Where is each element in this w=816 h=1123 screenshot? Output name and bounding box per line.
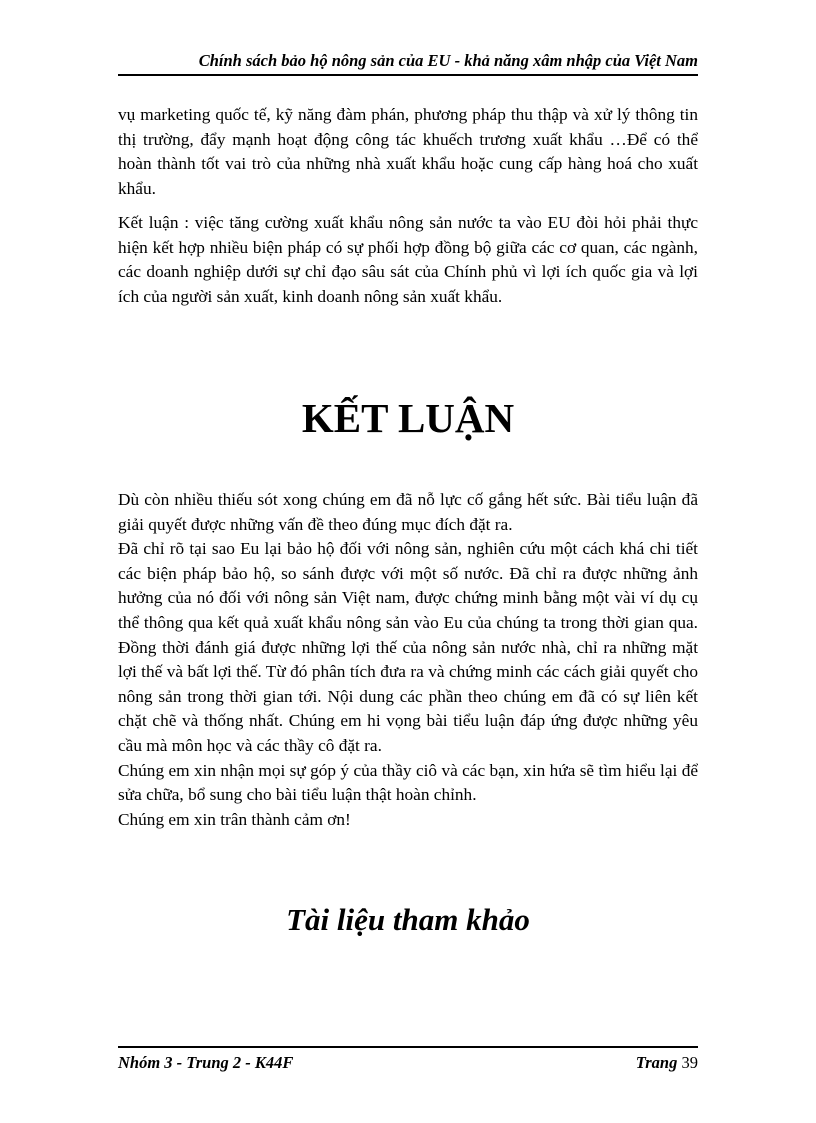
conclusion-heading: KẾT LUẬN bbox=[301, 395, 515, 441]
body-paragraph-2 bbox=[118, 211, 698, 309]
footer-page bbox=[560, 1052, 698, 1074]
conclusion-paragraph-3: Chúng em xin nhận mọi sự góp ý của thầy ciô và các bạn, xin hứa sẽ tìm hiểu lại để sửa chữa, bổ sung cho bài tiểu luận thật hoàn chỉnh. bbox=[118, 760, 698, 805]
conclusion-paragraph-4: Chúng em xin trân thành cảm ơn! bbox=[118, 809, 351, 829]
header-divider bbox=[118, 74, 698, 76]
page-number: 39 bbox=[681, 1053, 698, 1072]
conclusion-body bbox=[118, 488, 698, 832]
running-header: Chính sách bảo hộ nông sản của EU - khả năng xâm nhập của Việt Nam bbox=[198, 51, 698, 70]
conclusion-paragraph-1: Dù còn nhiều thiếu sót xong chúng em đã nỗ lực cố gắng hết sức. Bài tiểu luận đã giải quyết được những vấn đề theo đúng mục đích đặt ra. bbox=[118, 490, 698, 534]
conclusion-paragraph-2: Đã chỉ rõ tại sao Eu lại bảo hộ đối với nông sản, nghiên cứu một cách khá chi tiết các biện pháp bảo hộ, so sánh được với một số nước. Đã chỉ ra được những ảnh hưởng của nó đối với nông sản Việt nam, được chứng minh bằng một vài ví dụ cụ thể thông qua kết quả xuất khẩu nông sản vào Eu của chúng ta trong thời gian qua. Đồng thời đánh giá được những lợi thế của nông sản nước nhà, chỉ ra những mặt lợi thế và bất lợi thế. Từ đó phân tích đưa ra và chứng minh các cách giải quyết cho nông sản trong thời gian tới. Nội dung các phần theo chúng em đã có sự liên kết chặt chẽ và thống nhất. Chúng em hi vọng bài tiểu luận đáp ứng được những yêu cầu mà môn học và các thầy cô đặt ra. bbox=[118, 539, 698, 755]
footer-divider bbox=[118, 1046, 698, 1048]
paragraph-text: vụ marketing quốc tế, kỹ năng đàm phán, phương pháp thu thập và xử lý thông tin thị trường, đẩy mạnh hoạt động công tác khuếch trương xuất khẩu …Để có thể hoàn thành tốt vai trò của những nhà xuất khẩu hoặc cung cấp hàng hoá cho xuất khẩu. bbox=[118, 105, 698, 198]
page-label: Trang bbox=[635, 1053, 678, 1072]
paragraph-text: Kết luận : việc tăng cường xuất khẩu nông sản nước ta vào EU đòi hỏi phải thực hiện kết hợp nhiều biện pháp có sự phối hợp đồng bộ giữa các cơ quan, các ngành, các doanh nghiệp dưới sự chỉ đạo sâu sát của Chính phủ vì lợi ích quốc gia và lợi ích của người sản xuất, kinh doanh nông sản xuất khẩu. bbox=[118, 213, 698, 306]
references-heading: Tài liệu tham khảo bbox=[286, 902, 530, 937]
footer-group: Nhóm 3 - Trung 2 - K44F bbox=[118, 1053, 294, 1072]
body-paragraph-1 bbox=[118, 103, 698, 201]
